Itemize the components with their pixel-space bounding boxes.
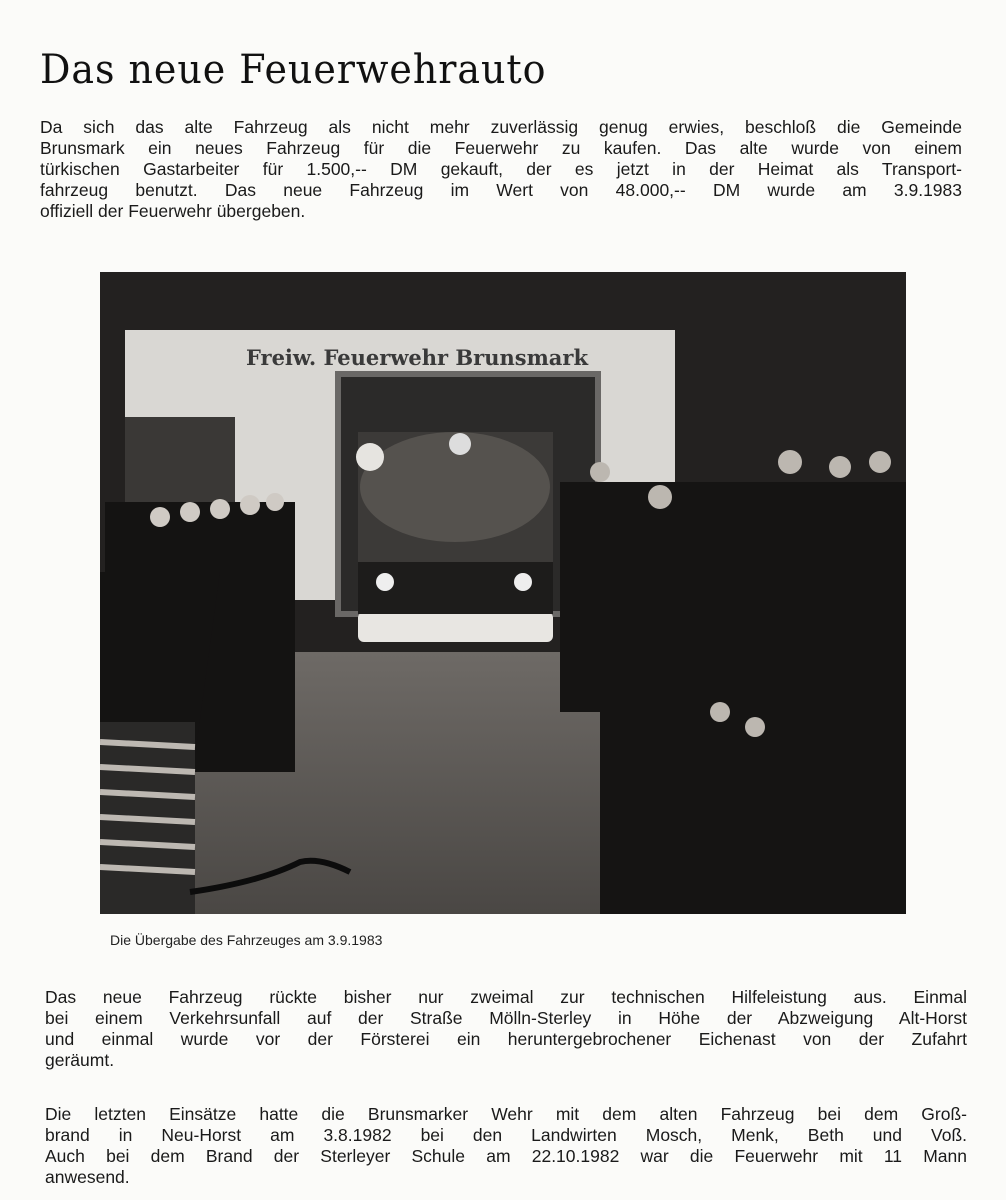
text-line: türkischen Gastarbeiter für 1.500,-- DM gekauft, der es jetzt in der Heimat als Transport- xyxy=(40,159,962,179)
deployments-paragraph xyxy=(45,987,967,1071)
text-line: Das neue Fahrzeug rückte bisher nur zweimal zur technischen Hilfeleistung aus. Einmal xyxy=(45,987,967,1007)
text-line: fahrzeug benutzt. Das neue Fahrzeug im Wert von 48.000,-- DM wurde am 3.9.1983 xyxy=(40,180,962,200)
handover-photo xyxy=(100,272,906,914)
text-line: geräumt. xyxy=(45,1050,115,1070)
page-title: Das neue Feuerwehrauto xyxy=(40,46,547,93)
sign-text: Freiw. Feuerwehr Brunsmark xyxy=(245,345,589,370)
photo-illustration xyxy=(100,272,906,914)
text-line: Brunsmark ein neues Fahrzeug für die Feuerwehr zu kaufen. Das alte wurde von einem xyxy=(40,138,962,158)
photo-caption: Die Übergabe des Fahrzeuges am 3.9.1983 xyxy=(110,932,383,948)
text-line: und einmal wurde vor der Försterei ein heruntergebrochener Eichenast von der Zufahrt xyxy=(45,1029,967,1049)
text-line: bei einem Verkehrsunfall auf der Straße Mölln-Sterley in Höhe der Abzweigung Alt-Horst xyxy=(45,1008,967,1028)
text-line: Die letzten Einsätze hatte die Brunsmarker Wehr mit dem alten Fahrzeug bei dem Groß- xyxy=(45,1104,967,1124)
text-line: Auch bei dem Brand der Sterleyer Schule am 22.10.1982 war die Feuerwehr mit 11 Mann xyxy=(45,1146,967,1166)
text-line: anwesend. xyxy=(45,1167,130,1187)
crowd xyxy=(560,482,906,914)
text-line: Da sich das alte Fahrzeug als nicht mehr zuverlässig genug erwies, beschloß die Gemeinde xyxy=(40,117,962,137)
intro-paragraph xyxy=(40,117,962,222)
text-line: brand in Neu-Horst am 3.8.1982 bei den Landwirten Mosch, Menk, Beth und Voß. xyxy=(45,1125,967,1145)
text-line: offiziell der Feuerwehr übergeben. xyxy=(40,201,306,221)
last-deployments-paragraph xyxy=(45,1104,967,1188)
